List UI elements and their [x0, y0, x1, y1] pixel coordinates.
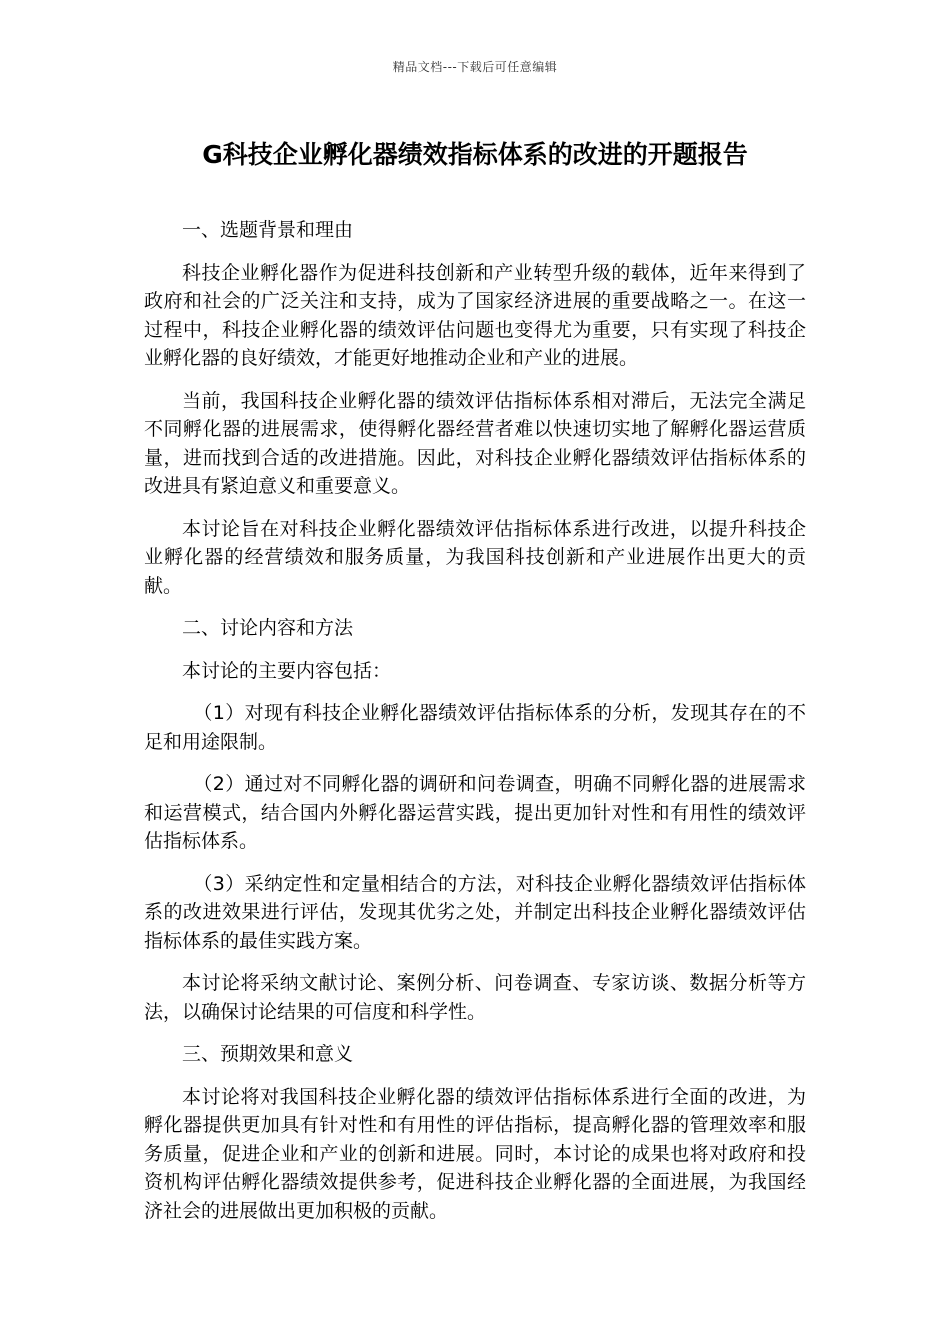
document-title: G科技企业孵化器绩效指标体系的改进的开题报告: [202, 140, 748, 169]
list-item-content-1: （1）对现有科技企业孵化器绩效评估指标体系的分析，发现其存在的不足和用途限制。: [144, 702, 806, 753]
paragraph-method: 本讨论将采纳文献讨论、案例分析、问卷调查、专家访谈、数据分析等方法，以确保讨论结果的可信度和科学性。: [144, 972, 806, 1023]
paragraph-background-1: 科技企业孵化器作为促进科技创新和产业转型升级的载体，近年来得到了政府和社会的广泛关注和支持，成为了国家经济进展的重要战略之一。在这一过程中，科技企业孵化器的绩效评估问题也变得尤为重要，只有实现了科技企业孵化器的良好绩效，才能更好地推动企业和产业的进展。: [144, 261, 806, 369]
list-item-content-2: （2）通过对不同孵化器的调研和问卷调查，明确不同孵化器的进展需求和运营模式，结合国内外孵化器运营实践，提出更加针对性和有用性的绩效评估指标体系。: [144, 773, 806, 852]
paragraph-expected-effect: 本讨论将对我国科技企业孵化器的绩效评估指标体系进行全面的改进，为孵化器提供更加具有针对性和有用性的评估指标，提高孵化器的管理效率和服务质量，促进企业和产业的创新和进展。同时，本讨论的成果也将对政府和投资机构评估孵化器绩效提供参考，促进科技企业孵化器的全面进展，为我国经济社会的进展做出更加积极的贡献。: [144, 1085, 806, 1222]
list-item-content-3: （3）采纳定性和定量相结合的方法，对科技企业孵化器绩效评估指标体系的改进效果进行评估，发现其优劣之处，并制定出科技企业孵化器绩效评估指标体系的最佳实践方案。: [144, 872, 806, 952]
paragraph-background-2: 当前，我国科技企业孵化器的绩效评估指标体系相对滞后，无法完全满足不同孵化器的进展需求，使得孵化器经营者难以快速切实地了解孵化器运营质量，进而找到合适的改进措施。因此，对科技企业孵化器绩效评估指标体系的改进具有紧迫意义和重要意义。: [144, 389, 806, 497]
section-heading-content-method: 二、讨论内容和方法: [182, 617, 354, 639]
paragraph-content-intro: 本讨论的主要内容包括：: [182, 659, 392, 682]
section-heading-expected-effect: 三、预期效果和意义: [182, 1043, 354, 1065]
page-header: 精品文档---下载后可任意编辑: [392, 60, 558, 74]
paragraph-background-3: 本讨论旨在对科技企业孵化器绩效评估指标体系进行改进，以提升科技企业孵化器的经营绩效和服务质量，为我国科技创新和产业进展作出更大的贡献。: [144, 517, 806, 597]
document-body: [144, 216, 806, 1239]
section-heading-background: 一、选题背景和理由: [182, 219, 354, 241]
